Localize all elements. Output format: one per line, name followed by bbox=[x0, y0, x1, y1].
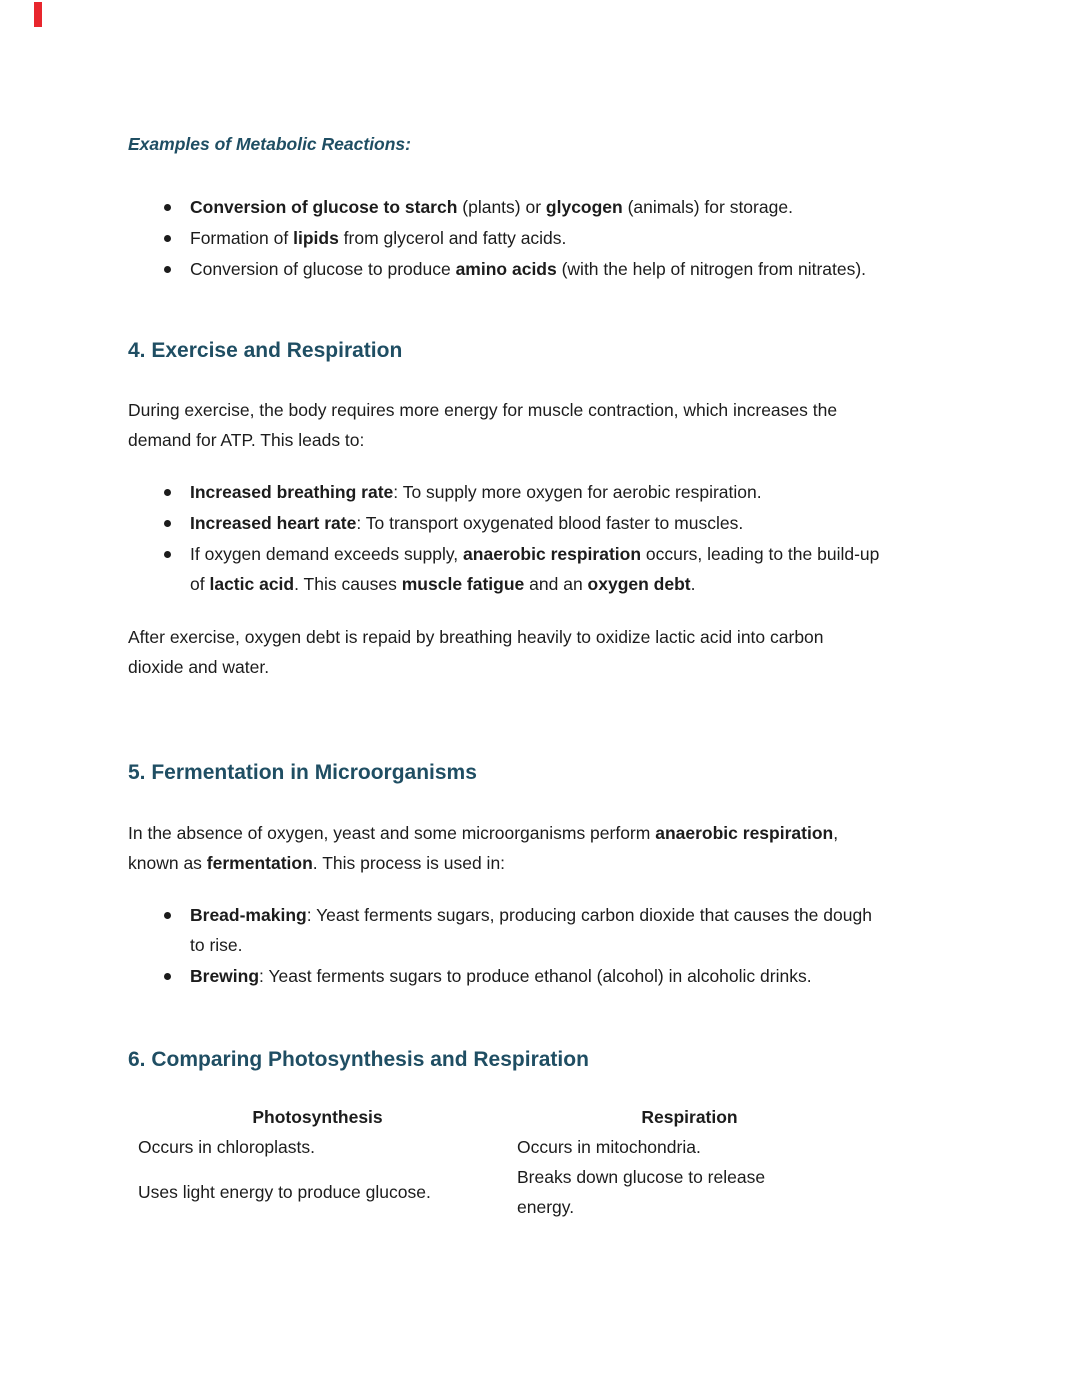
table-header-respiration: Respiration bbox=[641, 1107, 738, 1127]
section-heading-fermentation: 5. Fermentation in Microorganisms bbox=[128, 761, 477, 784]
list-item bbox=[190, 539, 998, 599]
table-header-row bbox=[128, 1102, 872, 1132]
fermentation-intro-paragraph: In the absence of oxygen, yeast and some microorganisms perform anaerobic respiration, known as fermentation. This process is used in: bbox=[128, 823, 839, 873]
table-row bbox=[128, 1162, 872, 1222]
list-item-text: Bread-making: Yeast ferments sugars, producing carbon dioxide that causes the dough to rise. bbox=[190, 905, 872, 955]
red-corner-mark bbox=[34, 2, 42, 27]
section-heading-exercise: 4. Exercise and Respiration bbox=[128, 339, 403, 362]
bullet-icon bbox=[164, 912, 171, 919]
table-cell-photosynthesis-location: Occurs in chloroplasts. bbox=[138, 1137, 316, 1157]
bullet-icon bbox=[164, 520, 171, 527]
table-row bbox=[128, 1132, 872, 1162]
metabolic-examples-heading: Examples of Metabolic Reactions: bbox=[128, 134, 411, 154]
bullet-icon bbox=[164, 489, 171, 496]
bullet-icon bbox=[164, 235, 171, 242]
list-item-text: If oxygen demand exceeds supply, anaerobic respiration occurs, leading to the build-up of lactic acid. This causes muscle fatigue and an oxygen debt. bbox=[190, 544, 880, 594]
fermentation-uses-list bbox=[128, 900, 998, 991]
bullet-icon bbox=[164, 551, 171, 558]
table-cell-photosynthesis-function: Uses light energy to produce glucose. bbox=[138, 1182, 431, 1202]
list-item-text: Increased breathing rate: To supply more oxygen for aerobic respiration. bbox=[190, 482, 762, 502]
bullet-icon bbox=[164, 204, 171, 211]
page-content bbox=[128, 0, 998, 1222]
exercise-effects-list bbox=[128, 477, 998, 599]
list-item bbox=[190, 192, 998, 222]
exercise-outro-paragraph: After exercise, oxygen debt is repaid by breathing heavily to oxidize lactic acid into carbon dioxide and water. bbox=[128, 627, 824, 677]
list-item bbox=[190, 508, 998, 538]
list-item-text: Brewing: Yeast ferments sugars to produce ethanol (alcohol) in alcoholic drinks. bbox=[190, 966, 812, 986]
bullet-icon bbox=[164, 973, 171, 980]
comparison-table bbox=[128, 1102, 872, 1222]
table-header-photosynthesis: Photosynthesis bbox=[252, 1107, 383, 1127]
list-item bbox=[190, 223, 998, 253]
list-item-text: Conversion of glucose to produce amino acids (with the help of nitrogen from nitrates). bbox=[190, 259, 867, 279]
table-cell-respiration-function: Breaks down glucose to release energy. bbox=[517, 1167, 766, 1217]
list-item-text: Increased heart rate: To transport oxygenated blood faster to muscles. bbox=[190, 513, 744, 533]
list-item bbox=[190, 477, 998, 507]
exercise-intro-paragraph: During exercise, the body requires more energy for muscle contraction, which increases the demand for ATP. This leads to: bbox=[128, 400, 838, 450]
list-item bbox=[190, 900, 998, 960]
section-heading-comparison: 6. Comparing Photosynthesis and Respiration bbox=[128, 1048, 589, 1071]
list-item-text: Formation of lipids from glycerol and fatty acids. bbox=[190, 228, 567, 248]
bullet-icon bbox=[164, 266, 171, 273]
list-item bbox=[190, 254, 998, 284]
metabolic-examples-list bbox=[128, 192, 998, 284]
list-item bbox=[190, 961, 998, 991]
table-cell-respiration-location: Occurs in mitochondria. bbox=[517, 1137, 701, 1157]
list-item-text: Conversion of glucose to starch (plants) or glycogen (animals) for storage. bbox=[190, 197, 793, 217]
